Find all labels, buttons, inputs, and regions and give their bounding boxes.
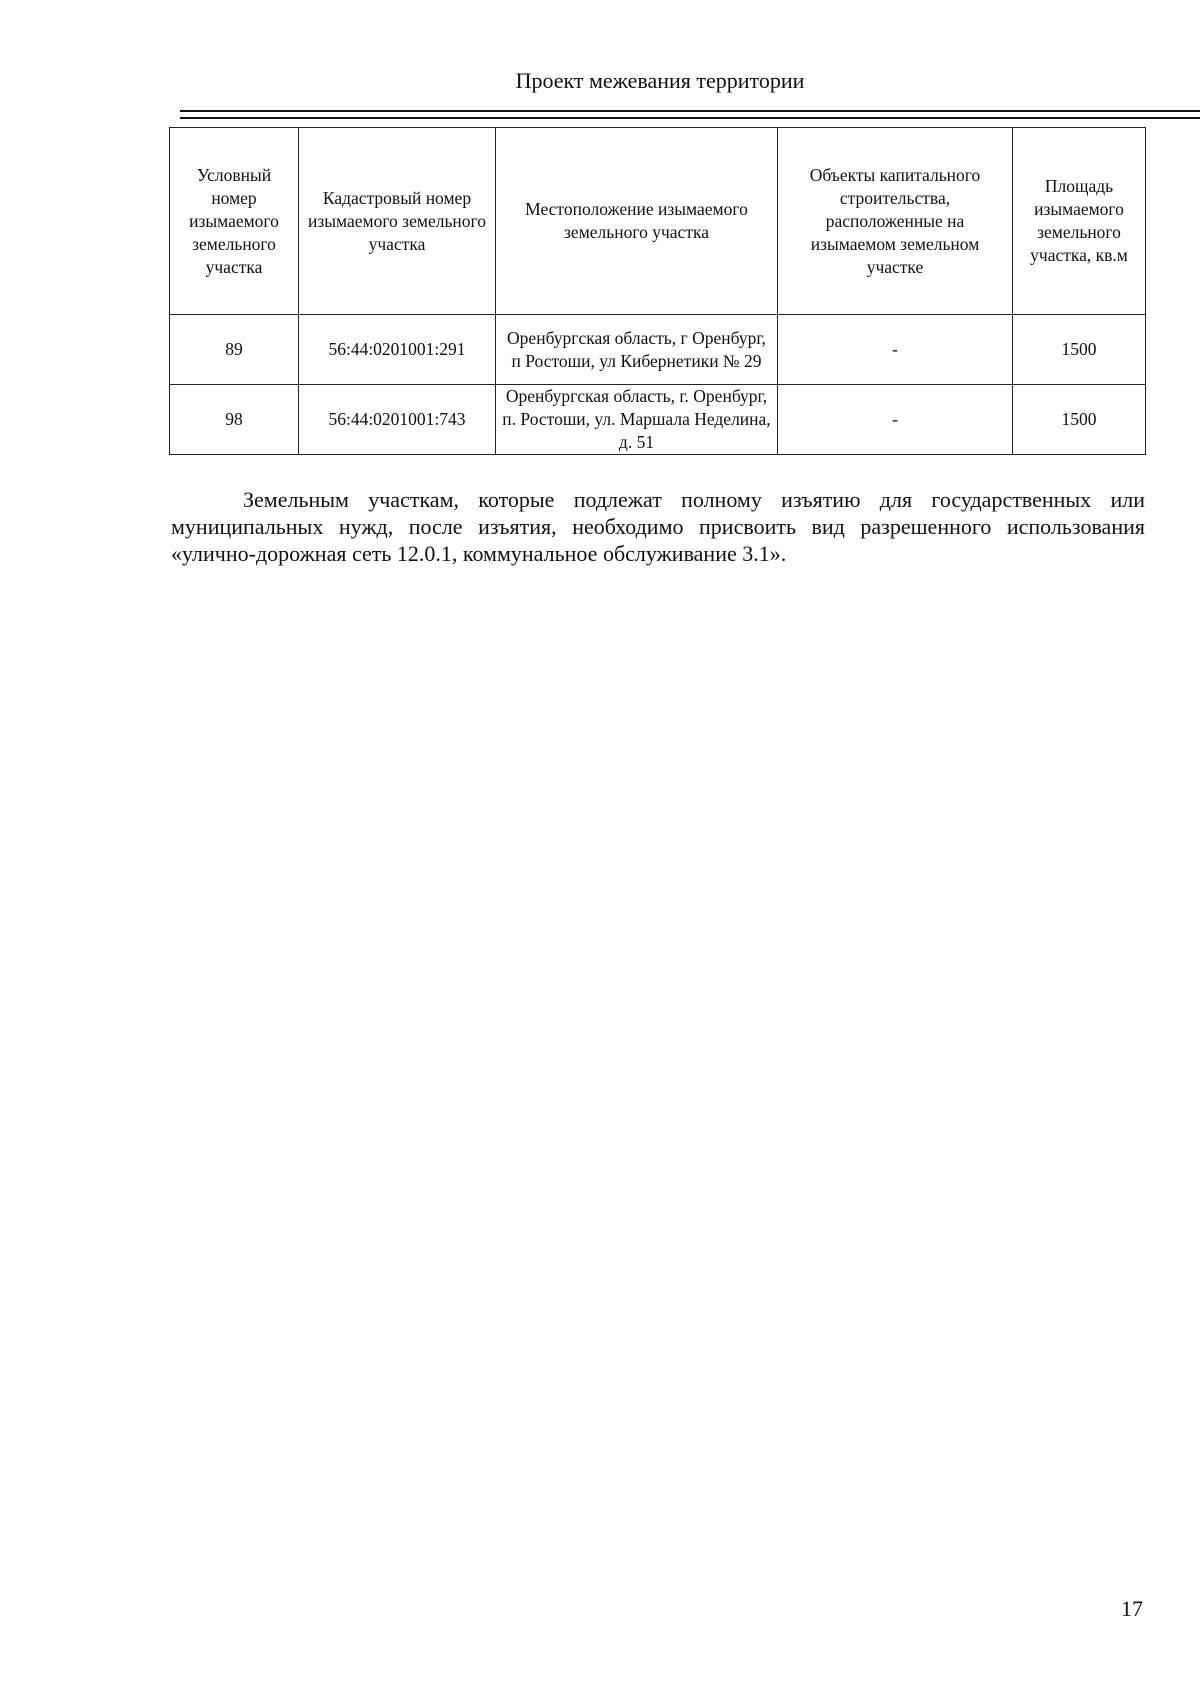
column-header-conditional-number: Условный номер изымаемого земельного участка xyxy=(170,128,299,315)
header-double-rule xyxy=(180,110,1200,119)
body-paragraph: Земельным участкам, которые подлежат полному изъятию для государственных или муниципальных нужд, после изъятия, необходимо присвоить вид разрешенного использования «улично-дорожная сеть 12.0.1, коммунальное обслуживание 3.1». xyxy=(171,487,1145,566)
cell-cadastral-number: 56:44:0201001:291 xyxy=(299,315,496,385)
column-header-cadastral-number: Кадастровый номер изымаемого земельного участка xyxy=(299,128,496,315)
cell-area: 1500 xyxy=(1013,315,1146,385)
cell-conditional-number: 98 xyxy=(170,385,299,455)
seizure-table xyxy=(169,127,1146,455)
column-header-location: Местоположение изымаемого земельного участка xyxy=(496,128,778,315)
cell-cadastral-number: 56:44:0201001:743 xyxy=(299,385,496,455)
cell-conditional-number: 89 xyxy=(170,315,299,385)
table-header-row xyxy=(170,128,1146,315)
table-row xyxy=(170,385,1146,455)
table-row xyxy=(170,315,1146,385)
page-header-title: Проект межевания территории xyxy=(515,68,805,93)
cell-capital-objects: - xyxy=(778,385,1013,455)
cell-capital-objects: - xyxy=(778,315,1013,385)
column-header-capital-objects: Объекты капитального строительства, расположенные на изымаемом земельном участке xyxy=(778,128,1013,315)
cell-location: Оренбургская область, г Оренбург, п Ростоши, ул Кибернетики № 29 xyxy=(496,315,778,385)
page-number: 17 xyxy=(1121,1596,1143,1621)
cell-location: Оренбургская область, г. Оренбург, п. Ростоши, ул. Маршала Неделина, д. 51 xyxy=(496,385,778,455)
column-header-area: Площадь изымаемого земельного участка, кв.м xyxy=(1013,128,1146,315)
cell-area: 1500 xyxy=(1013,385,1146,455)
